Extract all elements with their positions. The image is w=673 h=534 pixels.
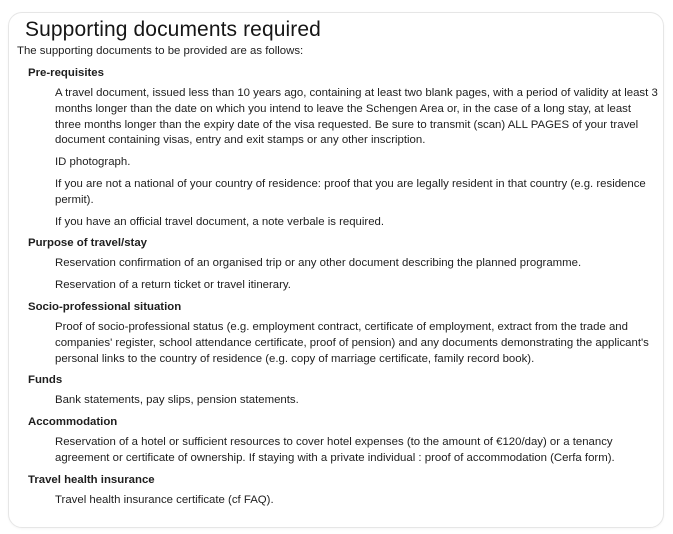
section-funds bbox=[28, 373, 658, 409]
section-title: Purpose of travel/stay bbox=[28, 237, 148, 250]
section-title: Funds bbox=[28, 374, 63, 387]
list-item: Reservation of a return ticket or travel itinerary. bbox=[55, 279, 291, 292]
documents-list bbox=[28, 66, 658, 515]
intro-text: The supporting documents to be provided are as follows: bbox=[17, 45, 304, 57]
section-purpose bbox=[28, 236, 658, 294]
list-item: A travel document, issued less than 10 years ago, containing at least two blank pages, with a period of validity at least 3 months longer than the date on which you intend to leave the Schengen Area or, in the case of a long stay, at least three months longer than the expiry date of the visa requested. Be sure to transmit (scan) ALL PAGES of your travel document containing visas, entry and exit stamps or any other inscription. bbox=[55, 87, 658, 147]
list-item: If you are not a national of your country of residence: proof that you are legally resident in that country (e.g. residence permit). bbox=[55, 177, 646, 206]
section-title: Pre-requisites bbox=[28, 67, 104, 79]
section-travel-health-insurance bbox=[28, 473, 658, 509]
list-item: If you have an official travel document, a note verbale is required. bbox=[55, 215, 385, 228]
section-title: Travel health insurance bbox=[28, 473, 155, 486]
section-prerequisites bbox=[28, 66, 658, 230]
section-title: Socio-professional situation bbox=[28, 300, 182, 313]
section-title: Accommodation bbox=[28, 416, 118, 429]
list-item: Travel health insurance certificate (cf FAQ). bbox=[55, 493, 274, 506]
section-socio-professional bbox=[28, 300, 658, 367]
section-accommodation bbox=[28, 415, 658, 467]
list-item: ID photograph. bbox=[55, 156, 131, 169]
panel-title: Supporting documents required bbox=[17, 17, 329, 43]
list-item: Proof of socio-professional status (e.g. employment contract, certificate of employment, extract from the trade and companies' register, school attendance certificate, proof of pension) and any documents demonstrating the applicant's personal links to the country of residence (e.g. copy of marriage certificate, family record book). bbox=[55, 320, 649, 365]
list-item: Bank statements, pay slips, pension statements. bbox=[55, 394, 299, 407]
list-item: Reservation confirmation of an organised trip or any other document describing the planned programme. bbox=[55, 257, 582, 270]
list-item: Reservation of a hotel or sufficient resources to cover hotel expenses (to the amount of €120/day) or a tenancy agreement or certificate of ownership. If staying with a private individual : proof of accommodation (Cerfa form). bbox=[55, 436, 615, 464]
